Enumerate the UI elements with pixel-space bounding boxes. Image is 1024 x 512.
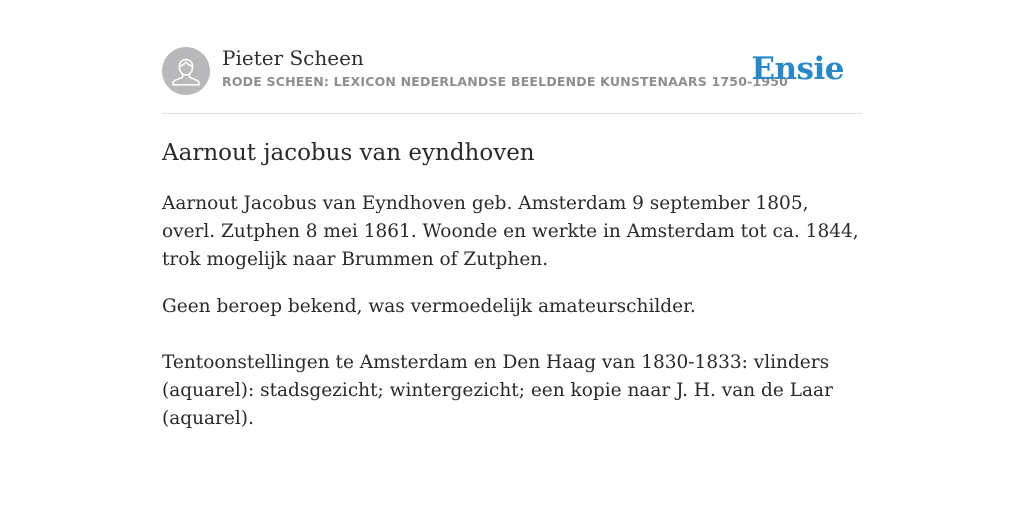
article-paragraph-2: Geen beroep bekend, was vermoedelijk amateurschilder. (162, 296, 696, 317)
article-title: Aarnout jacobus van eyndhoven (162, 140, 535, 166)
author-name[interactable]: Pieter Scheen (222, 46, 364, 70)
ensie-logo[interactable]: Ensie (751, 51, 844, 87)
user-silhouette-icon (162, 47, 210, 95)
article-paragraph-3: Tentoonstellingen te Amsterdam en Den Haag van 1830-1833: vlinders (aquarel): stadsgezicht; wintergezicht; een kopie naar J. H. van de Laar (aquarel). (162, 352, 833, 429)
source-title[interactable]: RODE SCHEEN: LEXICON NEDERLANDSE BEELDENDE KUNSTENAARS 1750-1950 (222, 74, 789, 89)
article-card (162, 0, 862, 429)
article-paragraph-1: Aarnout Jacobus van Eyndhoven geb. Amsterdam 9 september 1805, overl. Zutphen 8 mei 1861. Woonde en werkte in Amsterdam tot ca. 1844, trok mogelijk naar Brummen of Zutphen. (162, 193, 859, 270)
author-avatar[interactable] (162, 47, 210, 95)
article-header (162, 0, 862, 114)
